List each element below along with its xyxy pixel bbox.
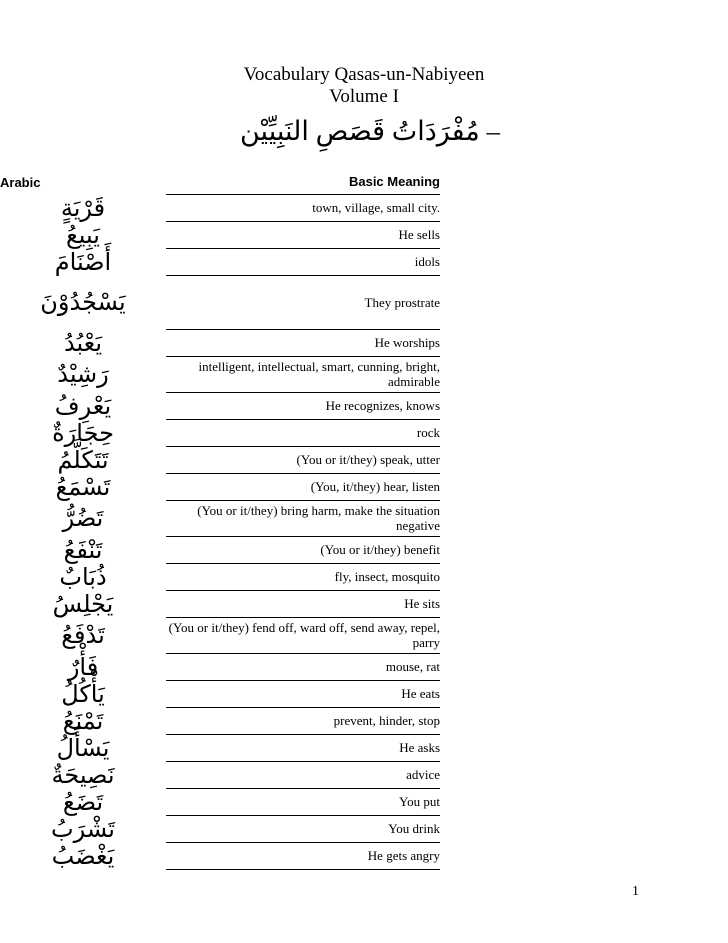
word-meaning: You put bbox=[166, 788, 440, 815]
arabic-word: حِجَارَةٌ bbox=[52, 418, 114, 447]
table-row bbox=[0, 617, 440, 653]
column-header-meaning: Basic Meaning bbox=[166, 170, 440, 194]
table-row bbox=[0, 275, 440, 329]
arabic-word: نَصِيحَةٌ bbox=[51, 760, 115, 789]
table-row bbox=[0, 419, 440, 446]
arabic-word: فَأْرٌ bbox=[67, 652, 99, 681]
table-header-row bbox=[0, 170, 440, 194]
document-title: Vocabulary Qasas-un-Nabiyeen bbox=[243, 64, 485, 85]
word-meaning: (You or it/they) bring harm, make the situation negative bbox=[166, 500, 440, 536]
arabic-word: يَأْكُلُ bbox=[61, 679, 105, 708]
table-row bbox=[0, 329, 440, 356]
arabic-word: تَضَعُ bbox=[62, 787, 104, 816]
arabic-word: تَشْرَبُ bbox=[51, 814, 115, 843]
word-meaning: idols bbox=[166, 248, 440, 275]
word-meaning: (You or it/they) speak, utter bbox=[166, 446, 440, 473]
table-row bbox=[0, 392, 440, 419]
page-number: 1 bbox=[632, 884, 639, 899]
table-row bbox=[0, 563, 440, 590]
word-meaning: mouse, rat bbox=[166, 653, 440, 680]
table-row bbox=[0, 680, 440, 707]
word-meaning: (You, it/they) hear, listen bbox=[166, 473, 440, 500]
arabic-word: يَسْجُدُوْنَ bbox=[40, 288, 126, 316]
word-meaning: They prostrate bbox=[166, 275, 440, 329]
table-row bbox=[0, 653, 440, 680]
arabic-word: يَعْرِفُ bbox=[54, 391, 112, 420]
word-meaning: fly, insect, mosquito bbox=[166, 563, 440, 590]
table-row bbox=[0, 536, 440, 563]
table-row bbox=[0, 446, 440, 473]
arabic-word: يَغْضَبُ bbox=[51, 841, 115, 870]
word-meaning: He recognizes, knows bbox=[166, 392, 440, 419]
arabic-word: ذُبَابٌ bbox=[59, 562, 107, 591]
table-row bbox=[0, 356, 440, 392]
arabic-word: أَصْنَامَ bbox=[54, 247, 112, 276]
table-row bbox=[0, 248, 440, 275]
arabic-word: قَرْيَةٍ bbox=[60, 193, 106, 222]
column-header-arabic: Arabic bbox=[0, 174, 41, 190]
word-meaning: town, village, small city. bbox=[166, 194, 440, 221]
vocabulary-table bbox=[0, 170, 440, 870]
word-meaning: He worships bbox=[166, 329, 440, 356]
word-meaning: He sells bbox=[166, 221, 440, 248]
table-row bbox=[0, 842, 440, 869]
word-meaning: prevent, hinder, stop bbox=[166, 707, 440, 734]
word-meaning: (You or it/they) benefit bbox=[166, 536, 440, 563]
word-meaning: He gets angry bbox=[166, 842, 440, 869]
arabic-word: رَشِيْدٌ bbox=[57, 360, 109, 388]
table-row bbox=[0, 500, 440, 536]
word-meaning: (You or it/they) fend off, ward off, send away, repel, parry bbox=[166, 617, 440, 653]
arabic-word: تَسْمَعُ bbox=[55, 472, 111, 501]
arabic-word: تَمْنَعُ bbox=[62, 706, 104, 735]
arabic-title: – مُفْرَدَاتُ قَصَصِ النَبِيِّيْن bbox=[240, 116, 500, 146]
table-row bbox=[0, 815, 440, 842]
word-meaning: intelligent, intellectual, smart, cunning, bright, admirable bbox=[166, 356, 440, 392]
arabic-word: يَعْبُدُ bbox=[63, 328, 103, 357]
arabic-word: تَتَكَلَّمُ bbox=[57, 445, 109, 474]
word-meaning: rock bbox=[166, 419, 440, 446]
word-meaning: He asks bbox=[166, 734, 440, 761]
table-row bbox=[0, 590, 440, 617]
word-meaning: He sits bbox=[166, 590, 440, 617]
arabic-word: يَبِيعُ bbox=[66, 220, 100, 249]
table-row bbox=[0, 761, 440, 788]
arabic-word: تَدْفَعُ bbox=[61, 621, 105, 649]
word-meaning: You drink bbox=[166, 815, 440, 842]
document-subtitle: Volume I bbox=[329, 86, 399, 107]
word-meaning: He eats bbox=[166, 680, 440, 707]
arabic-word: يَسْأَلُ bbox=[56, 733, 110, 762]
arabic-word: تَنْفَعُ bbox=[63, 535, 103, 564]
table-row bbox=[0, 194, 440, 221]
arabic-word: تَضُرُّ bbox=[62, 504, 104, 532]
table-row bbox=[0, 221, 440, 248]
word-meaning: advice bbox=[166, 761, 440, 788]
arabic-word: يَجْلِسُ bbox=[52, 589, 114, 618]
table-row bbox=[0, 707, 440, 734]
table-row bbox=[0, 788, 440, 815]
table-row bbox=[0, 734, 440, 761]
table-row bbox=[0, 473, 440, 500]
